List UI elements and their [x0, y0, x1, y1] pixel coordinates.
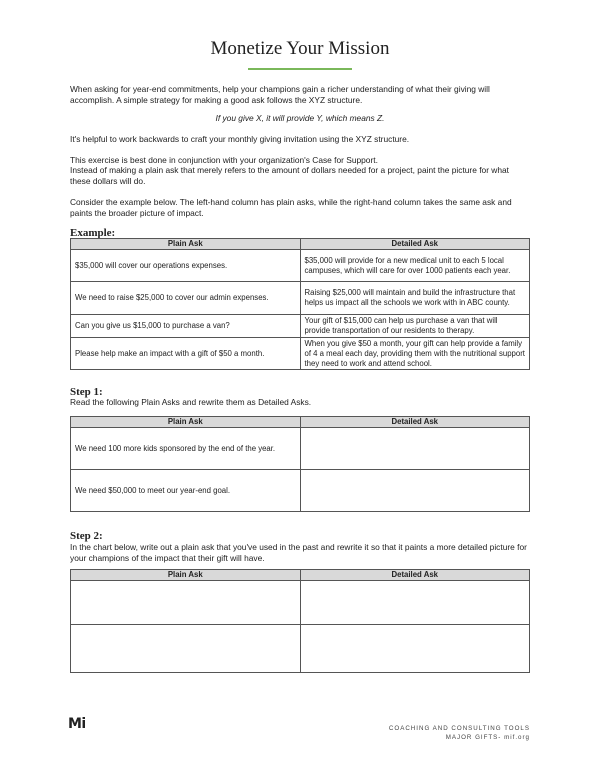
intro-paragraph: When asking for year-end commitments, help your champions gain a richer understanding of what their giving will accomplish. A simple strategy for making a good ask follows the XYZ structure.	[70, 84, 490, 105]
plain-ask-cell: We need $50,000 to meet our year-end goal.	[71, 470, 301, 512]
xyz-formula: If you give X, it will provide Y, which means Z.	[215, 113, 385, 123]
exercise-line-1: This exercise is best done in conjunction with your organization's Case for Support.	[70, 155, 378, 165]
step1-heading: Step 1:	[70, 386, 103, 398]
backwards-paragraph: It's helpful to work backwards to craft your monthly giving invitation using the XYZ structure.	[70, 134, 410, 144]
page-title: Monetize Your Mission	[210, 38, 390, 59]
example-heading: Example:	[70, 227, 116, 239]
plain-ask-input-cell[interactable]	[71, 625, 301, 673]
table-row	[71, 282, 530, 315]
footer	[389, 724, 530, 742]
detailed-ask-cell: $35,000 will provide for a new medical unit to each 5 local campuses, which will care for over 1000 patients each year.	[300, 250, 530, 282]
step2-col-plain: Plain Ask	[71, 570, 301, 581]
plain-ask-cell: Please help make an impact with a gift of $50 a month.	[71, 338, 301, 370]
plain-ask-input-cell[interactable]	[71, 581, 301, 625]
plain-ask-cell: $35,000 will cover our operations expenses.	[71, 250, 301, 282]
consider-paragraph: Consider the example below. The left-hand column has plain asks, while the right-hand column takes the same ask and paints the broader picture of impact.	[70, 197, 512, 218]
table-row	[71, 315, 530, 338]
footer-line-1: COACHING AND CONSULTING TOOLS	[388, 725, 530, 732]
mi-logo: Mi	[68, 716, 86, 732]
step1-instruction: Read the following Plain Asks and rewrite them as Detailed Asks.	[70, 397, 312, 407]
detailed-ask-input-cell[interactable]	[300, 428, 530, 470]
table-row	[71, 338, 530, 370]
step2-table	[70, 569, 530, 673]
detailed-ask-cell: Raising $25,000 will maintain and build the infrastructure that helps us impact all the schools we work with in ABC county.	[300, 282, 530, 315]
step1-table	[70, 416, 530, 512]
detailed-ask-cell: When you give $50 a month, your gift can help provide a family of 4 a meal each day, providing them with the nutritional support they need to work and attend school.	[300, 338, 530, 370]
step1-col-plain: Plain Ask	[71, 417, 301, 428]
step2-heading: Step 2:	[70, 530, 103, 542]
footer-line-2: MAJOR GIFTS- mif.org	[445, 734, 530, 741]
example-table	[70, 238, 530, 370]
title-divider	[248, 68, 352, 70]
exercise-line-2: Instead of making a plain ask that merely refers to the amount of dollars needed for a project, paint the picture for what these dollars will do.	[70, 165, 510, 186]
detailed-ask-input-cell[interactable]	[300, 581, 530, 625]
plain-ask-cell: We need 100 more kids sponsored by the end of the year.	[71, 428, 301, 470]
step1-col-detailed: Detailed Ask	[300, 417, 530, 428]
step2-instruction: In the chart below, write out a plain ask that you've used in the past and rewrite it so that it paints a more detailed picture for your champions of the impact that their gift will have.	[70, 542, 527, 563]
table-row	[71, 625, 530, 673]
table-row	[71, 428, 530, 470]
example-col-plain: Plain Ask	[71, 239, 301, 250]
example-col-detailed: Detailed Ask	[300, 239, 530, 250]
detailed-ask-cell: Your gift of $15,000 can help us purchase a van that will provide transportation of our residents to therapy.	[300, 315, 530, 338]
detailed-ask-input-cell[interactable]	[300, 625, 530, 673]
step2-col-detailed: Detailed Ask	[300, 570, 530, 581]
table-row	[71, 250, 530, 282]
plain-ask-cell: We need to raise $25,000 to cover our admin expenses.	[71, 282, 301, 315]
table-row	[71, 581, 530, 625]
detailed-ask-input-cell[interactable]	[300, 470, 530, 512]
plain-ask-cell: Can you give us $15,000 to purchase a van?	[71, 315, 301, 338]
table-row	[71, 470, 530, 512]
